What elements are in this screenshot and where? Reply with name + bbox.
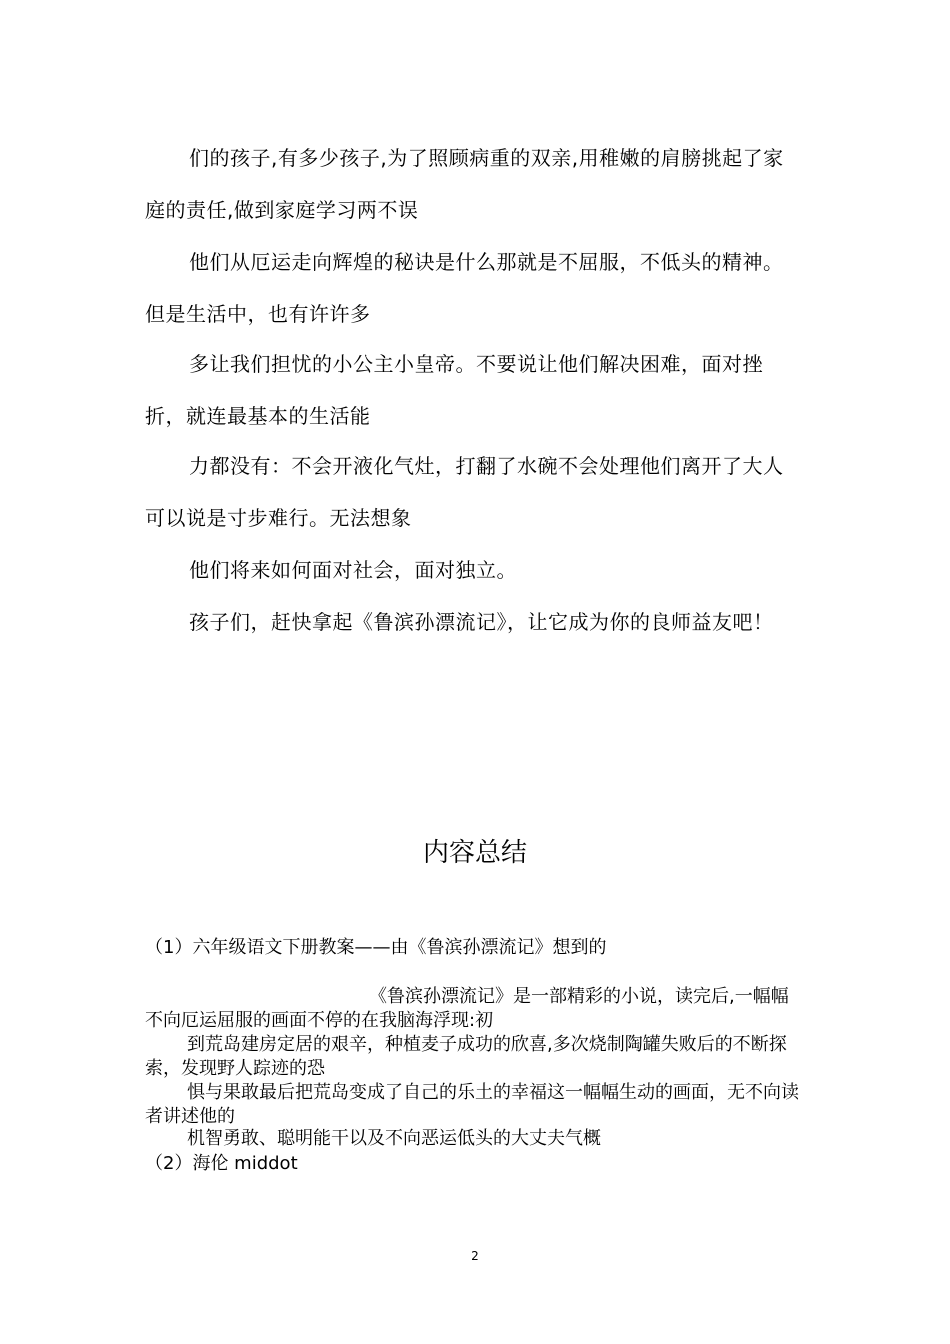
summary-line: 惧与果敢最后把荒岛变成了自己的乐土的幸福这一幅幅生动的画面，无不向读者讲述他的	[145, 1082, 799, 1127]
summary-item-title: （1）六年级语文下册教案——由《鲁滨孙漂流记》想到的	[145, 937, 607, 958]
summary-item-title: （2）海伦 middot	[145, 1153, 298, 1174]
summary-heading: 内容总结	[422, 838, 527, 868]
body-paragraph: 们的孩子,有多少孩子,为了照顾病重的双亲,用稚嫩的肩膀挑起了家庭的责任,做到家庭学习两不误	[145, 146, 784, 222]
body-paragraph: 多让我们担忧的小公主小皇帝。不要说让他们解决困难，面对挫折，就连最基本的生活能	[145, 352, 763, 428]
page-number: 2	[471, 1249, 479, 1263]
summary-line: 机智勇敢、聪明能干以及不向恶运低头的大丈夫气概	[187, 1128, 601, 1149]
body-paragraph: 他们将来如何面对社会，面对独立。	[189, 558, 517, 582]
summary-line: 到荒岛建房定居的艰辛，种植麦子成功的欣喜,多次烧制陶罐失败后的不断探索，发现野人踪迹的恐	[145, 1034, 787, 1079]
body-paragraph: 他们从厄运走向辉煌的秘诀是什么那就是不屈服，不低头的精神。但是生活中，也有许许多	[145, 250, 784, 326]
body-paragraph: 力都没有：不会开液化气灶，打翻了水碗不会处理他们离开了大人可以说是寸步难行。无法想象	[145, 454, 784, 530]
summary-line: 《鲁滨孙漂流记》是一部精彩的小说，读完后,一幅幅不向厄运屈服的画面不停的在我脑海浮现:初	[145, 986, 789, 1031]
body-paragraph: 孩子们，赶快拿起《鲁滨孙漂流记》，让它成为你的良师益友吧！	[189, 610, 774, 634]
